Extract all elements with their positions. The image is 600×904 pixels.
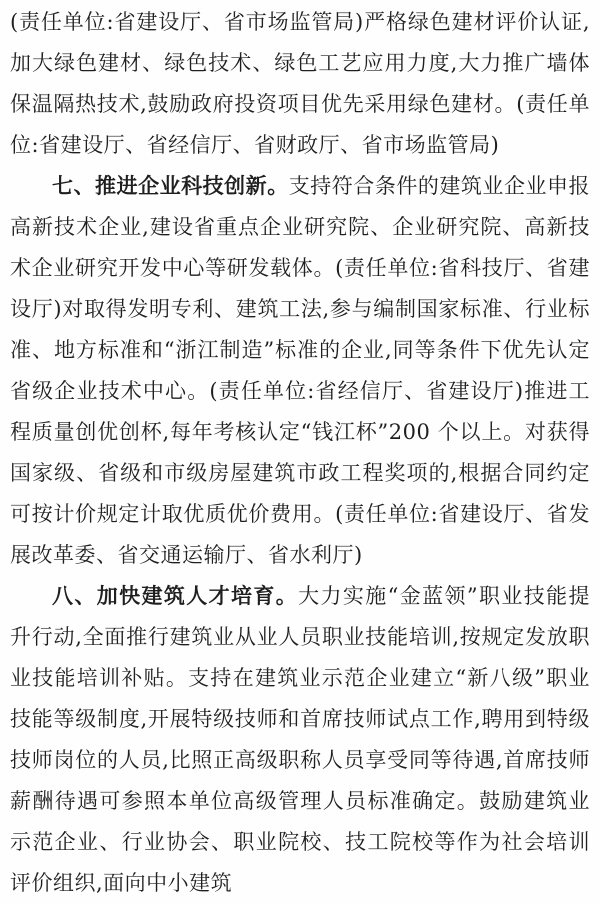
paragraph-continuation <box>10 2 590 166</box>
paragraph-text: 大力实施“金蓝领”职业技能提升行动,全面推行建筑业从业人员职业技能培训,按规定发放职业技能培训补贴。支持在建筑业示范企业建立“新八级”职业技能等级制度,开展特级技师和首席技师试点工作,聘用到特级技师岗位的人员,比照正高级职称人员享受同等待遇,首席技师薪酬待遇可参照本单位高级管理人员标准确定。鼓励建筑业示范企业、行业协会、职业院校、技工院校等作为社会培训评价组织,面向中小建筑 <box>10 584 590 895</box>
section-8-heading: 八、加快建筑人才培育。 <box>52 584 299 608</box>
paragraph-section-8 <box>10 576 590 904</box>
section-7-heading: 七、推进企业科技创新。 <box>52 174 289 198</box>
paragraph-text: (责任单位:省建设厅、省市场监管局)严格绿色建材评价认证,加大绿色建材、绿色技术、绿色工艺应用力度,大力推广墙体保温隔热技术,鼓励政府投资项目优先采用绿色建材。(责任单位:省建设厅、省经信厅、省财政厅、省市场监管局) <box>10 10 590 157</box>
paragraph-text: 支持符合条件的建筑业企业申报高新技术企业,建设省重点企业研究院、企业研究院、高新技术企业研究开发中心等研发载体。(责任单位:省科技厅、省建设厅)对取得发明专利、建筑工法,参与编制国家标准、行业标准、地方标准和“浙江制造”标准的企业,同等条件下优先认定省级企业技术中心。(责任单位:省经信厅、省建设厅)推进工程质量创优创杯,每年考核认定“钱江杯”200 个以上。对获得国家级、省级和市级房屋建筑市政工程奖项的,根据合同约定可按计价规定计取优质优价费用。(责任单位:省建设厅、省发展改革委、省交通运输厅、省水利厅) <box>10 174 591 567</box>
paragraph-section-7 <box>10 166 590 576</box>
